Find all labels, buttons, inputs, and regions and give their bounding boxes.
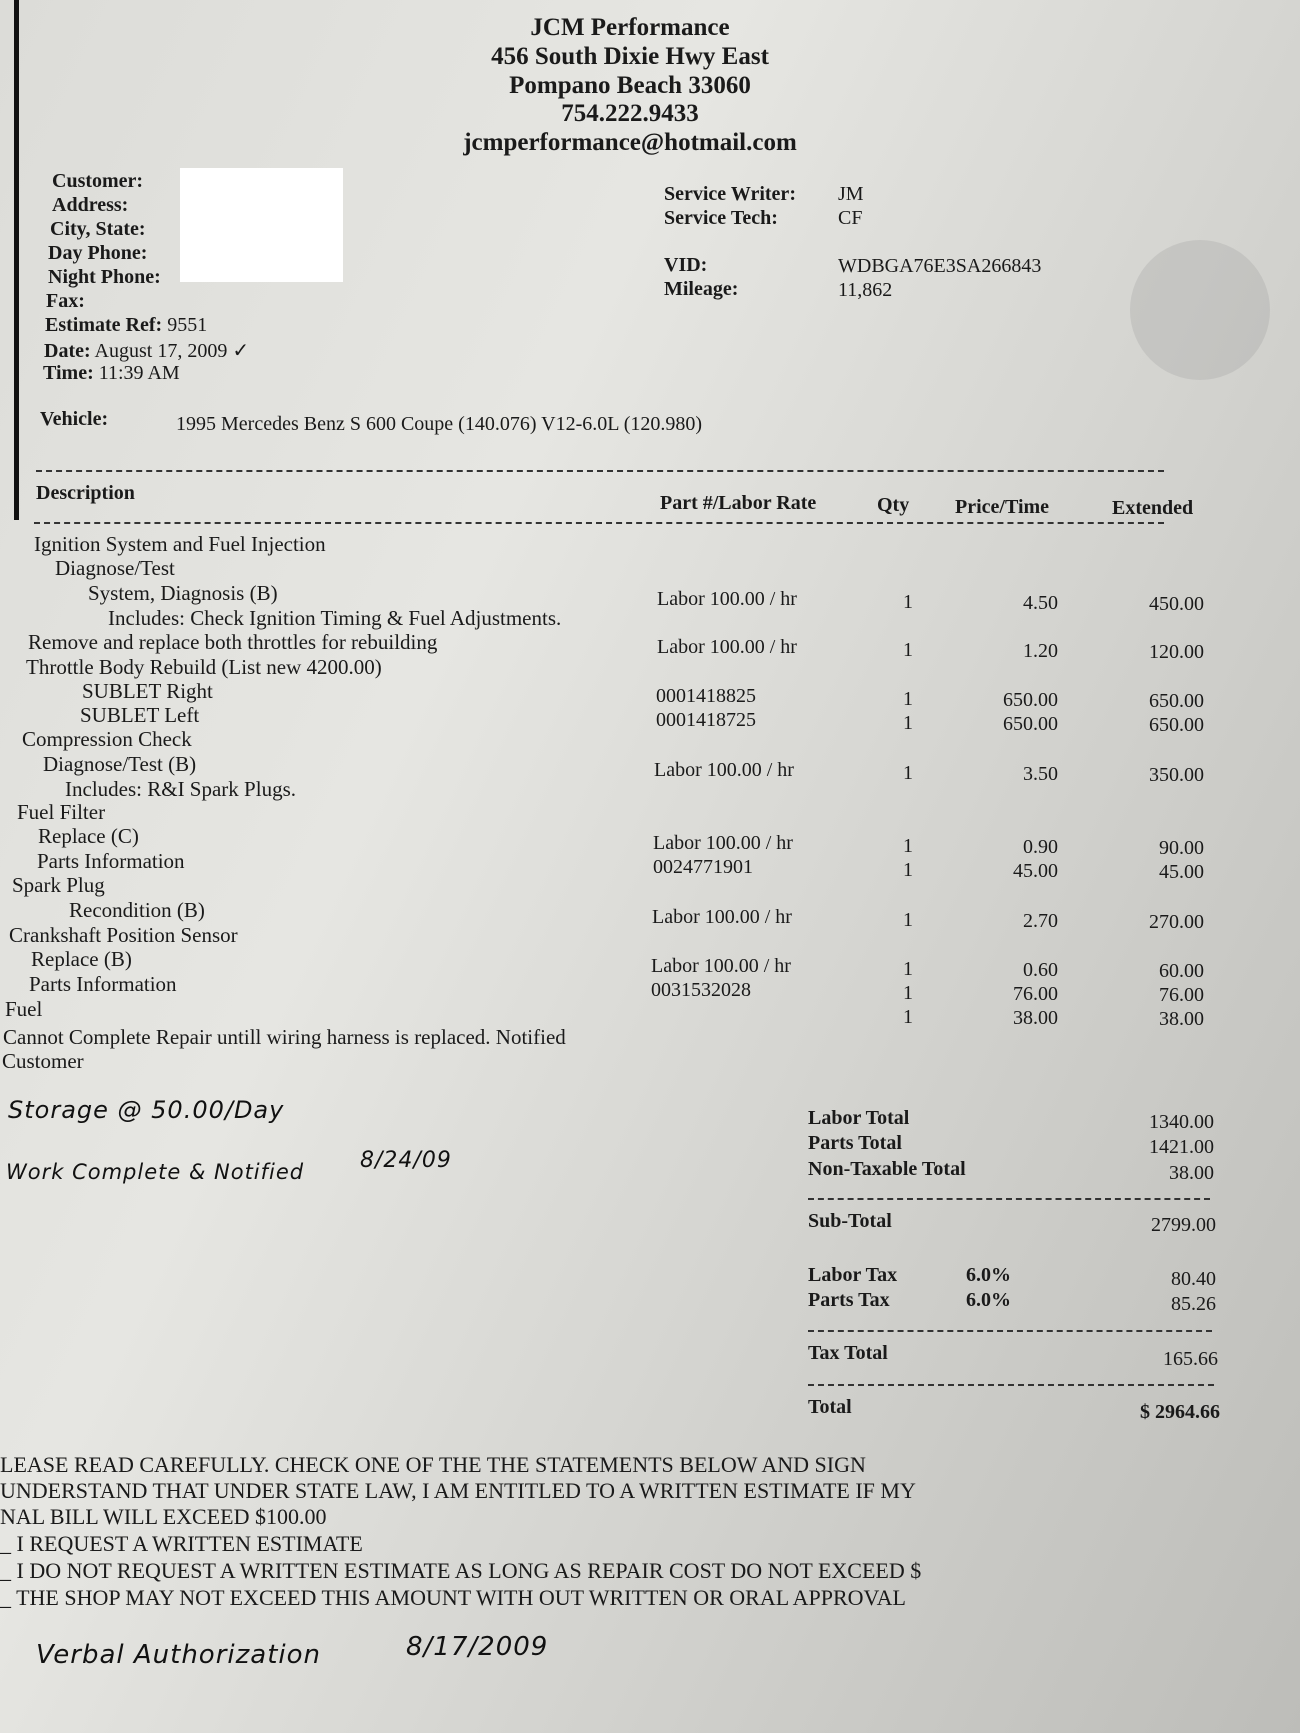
line-desc: Replace (B) <box>31 947 132 971</box>
line-desc: Crankshaft Position Sensor <box>9 923 238 947</box>
col-description: Description <box>36 482 135 504</box>
line-qty: 1 <box>903 639 913 661</box>
address-label: Address: <box>52 194 129 216</box>
line-price: 76.00 <box>1013 983 1058 1005</box>
parts-tax-value: 85.26 <box>1171 1293 1216 1315</box>
labor-total-label: Labor Total <box>808 1107 910 1129</box>
handwritten-work-date: 8/24/09 <box>360 1148 452 1173</box>
line-desc: SUBLET Left <box>80 703 200 727</box>
line-price: 2.70 <box>1023 910 1058 932</box>
day-phone-label: Day Phone: <box>48 242 148 264</box>
line-price: 650.00 <box>1003 689 1058 711</box>
line-qty: 1 <box>903 591 913 613</box>
non-taxable-value: 38.00 <box>1169 1162 1214 1184</box>
divider <box>36 470 1164 472</box>
labor-tax-rate: 6.0% <box>966 1264 1011 1286</box>
fax-label: Fax: <box>46 290 85 312</box>
line-price: 650.00 <box>1003 713 1058 735</box>
estimate-option: _ I DO NOT REQUEST A WRITTEN ESTIMATE AS LONG AS REPAIR COST DO NOT EXCEED $ <box>0 1558 922 1583</box>
line-part: Labor 100.00 / hr <box>653 832 793 854</box>
date-label: Date: <box>44 340 91 362</box>
parts-total-value: 1421.00 <box>1149 1136 1214 1158</box>
estimate-time <box>43 362 180 385</box>
handwritten-storage-note: Storage @ 50.00/Day <box>8 1096 285 1124</box>
time-label: Time: <box>43 362 94 384</box>
line-desc: Diagnose/Test <box>55 556 175 580</box>
line-desc: Fuel <box>5 997 43 1021</box>
line-part: 0001418825 <box>656 685 756 707</box>
non-taxable-label: Non-Taxable Total <box>808 1158 966 1180</box>
divider <box>808 1198 1210 1200</box>
tax-total-label: Tax Total <box>808 1342 888 1364</box>
line-price: 45.00 <box>1013 860 1058 882</box>
faded-seal <box>1130 240 1270 380</box>
line-extended: 270.00 <box>1149 911 1204 933</box>
disclaimer-line: LEASE READ CAREFULLY. CHECK ONE OF THE THE STATEMENTS BELOW AND SIGN <box>0 1452 866 1477</box>
subtotal-label: Sub-Total <box>808 1210 892 1232</box>
line-part: Labor 100.00 / hr <box>657 636 797 658</box>
line-part: 0001418725 <box>656 709 756 731</box>
line-extended: 450.00 <box>1149 593 1204 615</box>
estimate-option: _ I REQUEST A WRITTEN ESTIMATE <box>0 1531 363 1556</box>
time-value: 11:39 AM <box>98 362 180 384</box>
divider <box>808 1330 1212 1332</box>
line-desc: SUBLET Right <box>82 679 213 703</box>
line-desc: Cannot Complete Repair untill wiring harness is replaced. Notified <box>3 1025 566 1049</box>
line-price: 3.50 <box>1023 763 1058 785</box>
line-desc: Parts Information <box>37 849 185 873</box>
line-desc: Parts Information <box>29 972 177 996</box>
parts-tax-label: Parts Tax <box>808 1289 890 1311</box>
line-desc: Includes: R&I Spark Plugs. <box>65 777 296 801</box>
line-desc: Throttle Body Rebuild (List new 4200.00) <box>26 655 382 679</box>
service-writer-value: JM <box>838 183 864 205</box>
line-price: 38.00 <box>1013 1007 1058 1029</box>
mileage-value: 11,862 <box>838 279 893 301</box>
line-desc: Replace (C) <box>38 824 139 848</box>
line-extended: 120.00 <box>1149 641 1204 663</box>
line-desc: Remove and replace both throttles for rebuilding <box>28 630 438 654</box>
line-part: 0024771901 <box>653 856 753 878</box>
line-qty: 1 <box>903 958 913 980</box>
line-desc: Recondition (B) <box>69 898 205 922</box>
line-extended: 60.00 <box>1159 960 1204 982</box>
service-writer-label: Service Writer: <box>664 183 796 205</box>
company-address-line1: 456 South Dixie Hwy East <box>491 43 769 70</box>
vehicle-value: 1995 Mercedes Benz S 600 Coupe (140.076) V12-6.0L (120.980) <box>176 413 703 435</box>
company-email: jcmperformance@hotmail.com <box>463 129 797 156</box>
col-price-time: Price/Time <box>955 496 1050 518</box>
line-qty: 1 <box>903 835 913 857</box>
vehicle-label: Vehicle: <box>40 408 109 430</box>
estimate-ref <box>45 314 207 337</box>
line-part: Labor 100.00 / hr <box>657 588 797 610</box>
labor-tax-value: 80.40 <box>1171 1268 1216 1290</box>
grand-total-value: $ 2964.66 <box>1140 1401 1220 1423</box>
labor-total-value: 1340.00 <box>1149 1111 1214 1133</box>
night-phone-label: Night Phone: <box>48 266 161 288</box>
handwritten-work-complete: Work Complete & Notified <box>6 1160 305 1184</box>
line-price: 1.20 <box>1023 640 1058 662</box>
line-part: Labor 100.00 / hr <box>652 906 792 928</box>
line-qty: 1 <box>903 712 913 734</box>
mileage-label: Mileage: <box>664 278 739 300</box>
line-price: 0.90 <box>1023 836 1058 858</box>
line-qty: 1 <box>903 859 913 881</box>
disclaimer-line: UNDERSTAND THAT UNDER STATE LAW, I AM ENTITLED TO A WRITTEN ESTIMATE IF MY <box>0 1478 916 1503</box>
company-phone: 754.222.9433 <box>561 100 699 127</box>
col-qty: Qty <box>877 494 910 516</box>
line-part: Labor 100.00 / hr <box>651 955 791 977</box>
col-part-labor: Part #/Labor Rate <box>660 492 817 514</box>
line-extended: 90.00 <box>1159 837 1204 859</box>
col-extended: Extended <box>1112 497 1194 519</box>
city-state-label: City, State: <box>50 218 146 240</box>
line-qty: 1 <box>903 982 913 1004</box>
vid-value: WDBGA76E3SA266843 <box>838 255 1042 277</box>
line-extended: 45.00 <box>1159 861 1204 883</box>
service-tech-value: CF <box>838 207 863 229</box>
parts-total-label: Parts Total <box>808 1132 902 1154</box>
line-desc: Compression Check <box>22 727 192 751</box>
divider <box>34 522 1164 524</box>
labor-tax-label: Labor Tax <box>808 1264 898 1286</box>
line-extended: 650.00 <box>1149 690 1204 712</box>
date-value: August 17, 2009 ✓ <box>94 340 250 362</box>
line-qty: 1 <box>903 688 913 710</box>
line-extended: 350.00 <box>1149 764 1204 786</box>
line-extended: 38.00 <box>1159 1008 1204 1030</box>
line-extended: 650.00 <box>1149 714 1204 736</box>
line-qty: 1 <box>903 762 913 784</box>
line-part: 0031532028 <box>651 979 751 1001</box>
line-desc: Customer <box>2 1049 84 1073</box>
estimate-ref-label: Estimate Ref: <box>45 314 163 336</box>
redaction-box <box>180 168 343 282</box>
line-price: 4.50 <box>1023 592 1058 614</box>
line-desc: Spark Plug <box>12 873 105 897</box>
line-extended: 76.00 <box>1159 984 1204 1006</box>
company-address-line2: Pompano Beach 33060 <box>509 72 751 99</box>
handwritten-authorization-date: 8/17/2009 <box>406 1632 549 1662</box>
estimate-ref-value: 9551 <box>167 314 208 336</box>
service-tech-label: Service Tech: <box>664 207 778 229</box>
company-name: JCM Performance <box>530 14 730 41</box>
line-desc: Includes: Check Ignition Timing & Fuel Adjustments. <box>108 606 562 630</box>
parts-tax-rate: 6.0% <box>966 1289 1011 1311</box>
total-label: Total <box>808 1396 852 1418</box>
estimate-date <box>44 338 249 363</box>
line-desc: Ignition System and Fuel Injection <box>34 532 326 556</box>
divider <box>808 1384 1214 1386</box>
tax-total-value: 165.66 <box>1163 1348 1218 1370</box>
line-desc: System, Diagnosis (B) <box>88 581 278 605</box>
line-qty: 1 <box>903 909 913 931</box>
line-desc: Fuel Filter <box>17 800 106 824</box>
customer-label: Customer: <box>52 170 144 192</box>
line-qty: 1 <box>903 1006 913 1028</box>
vid-label: VID: <box>664 254 708 276</box>
line-desc: Diagnose/Test (B) <box>43 752 197 776</box>
subtotal-value: 2799.00 <box>1151 1214 1216 1236</box>
disclaimer-line: NAL BILL WILL EXCEED $100.00 <box>0 1504 327 1529</box>
handwritten-verbal-authorization: Verbal Authorization <box>36 1640 322 1670</box>
estimate-option: _ THE SHOP MAY NOT EXCEED THIS AMOUNT WITH OUT WRITTEN OR ORAL APPROVAL <box>0 1585 906 1610</box>
line-price: 0.60 <box>1023 959 1058 981</box>
line-part: Labor 100.00 / hr <box>654 759 794 781</box>
